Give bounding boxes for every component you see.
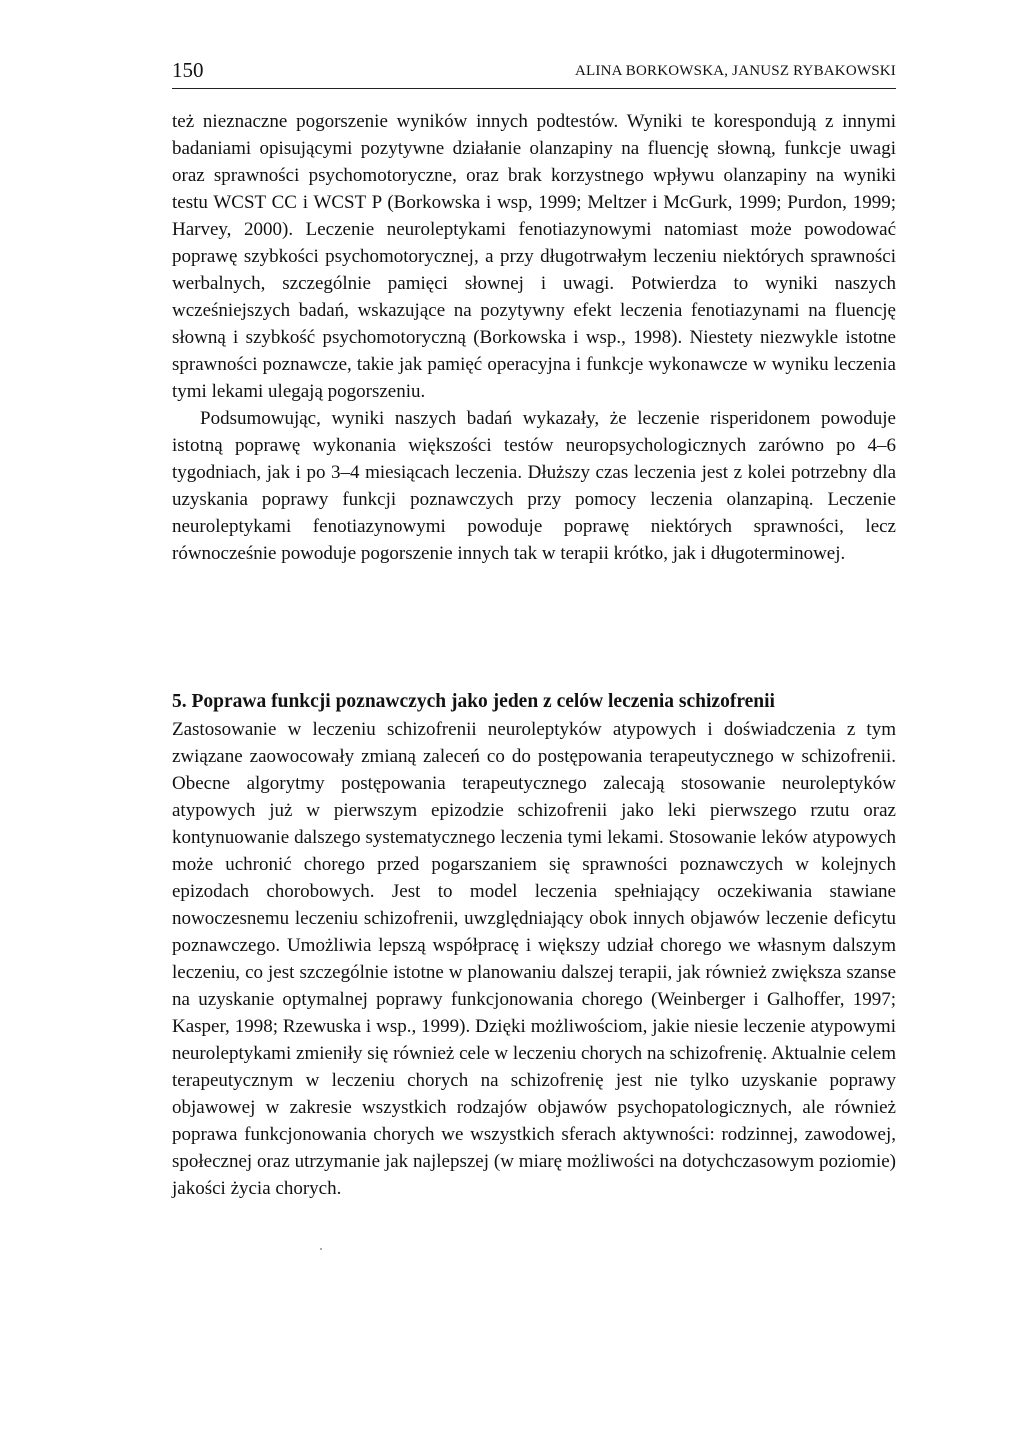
body-text-section-5 xyxy=(172,716,896,1202)
book-page xyxy=(172,0,896,1446)
body-text-upper xyxy=(172,108,896,567)
page-number: 150 xyxy=(172,58,204,82)
paragraph-summary: Podsumowując, wyniki naszych badań wykazały, że leczenie risperidonem powoduje istotną poprawę wykonania większości testów neuropsychologicznych zarówno po 4–6 tygodniach, jak i po 3–4 miesiącach leczenia. Dłuższy czas leczenia jest z kolei potrzebny dla uzyskania poprawy funkcji poznawczych przy pomocy leczenia olanzapiną. Leczenie neuroleptykami fenotiazynowymi powoduje poprawę niektórych sprawności, lecz równocześnie powoduje pogorszenie innych tak w terapii krótko, jak i długoterminowej. xyxy=(172,408,896,564)
section-paragraph: Zastosowanie w leczeniu schizofrenii neuroleptyków atypowych i doświadczenia z tym związane zaowocowały zmianą zaleceń co do postępowania terapeutycznego w schizofrenii. Obecne algorytmy postępowania terapeutycznego zalecają stosowanie neuroleptyków atypowych już w pierwszym epizodzie schizofrenii jako leki pierwszego rzutu oraz kontynuowanie dalszego systematycznego leczenia tymi lekami. Stosowanie leków atypowych może uchronić chorego przed pogarszaniem się sprawności poznawczych w kolejnych epizodach chorobowych. Jest to model leczenia spełniający oczekiwania stawiane nowoczesnemu leczeniu schizofrenii, uwzględniający obok innych objawów leczenie deficytu poznawczego. Umożliwia lepszą współpracę i większy udział chorego we własnym dalszym leczeniu, co jest szczególnie istotne w planowaniu dalszej terapii, jak również zwiększa szanse na uzyskanie optymalnej poprawy funkcjonowania chorego (Weinberger i Galhoffer, 1997; Kasper, 1998; Rzewuska i wsp., 1999). Dzięki możliwościom, jakie niesie leczenie atypowymi neuroleptykami zmieniły się również cele w leczeniu chorych na schizofrenię. Aktualnie celem terapeutycznym w leczeniu chorych na schizofrenię jest nie tylko uzyskanie poprawy objawowej w zakresie wszystkich rodzajów objawów psychopatologicznych, ale również poprawa funkcjonowania chorych we wszystkich sferach aktywności: rodzinnej, zawodowej, społecznej oraz utrzymanie jak najlepszej (w miarę możliwości na dotychczasowym poziomie) jakości życia chorych. xyxy=(172,719,896,1199)
scan-speck xyxy=(320,1248,322,1250)
paragraph-continued: też nieznaczne pogorszenie wyników innych podtestów. Wyniki te korespondują z innymi badaniami opisującymi pozytywne działanie olanzapiny na fluencję słowną, funkcje uwagi oraz sprawności psychomotoryczne, oraz brak korzystnego wpływu olanzapiny na wyniki testu WCST CC i WCST P (Borkowska i wsp, 1999; Meltzer i McGurk, 1999; Purdon, 1999; Harvey, 2000). Leczenie neuroleptykami fenotiazynowymi natomiast może powodować poprawę szybkości psychomotorycznej, a przy długotrwałym leczeniu niektórych sprawności werbalnych, szczególnie pamięci słownej i uwagi. Potwierdza to wyniki naszych wcześniejszych badań, wskazujące na pozytywny efekt leczenia fenotiazynami na fluencję słowną i szybkość psychomotoryczną (Borkowska i wsp., 1998). Niestety niezwykle istotne sprawności poznawcze, takie jak pamięć operacyjna i funkcje wykonawcze w wyniku leczenia tymi lekami ulegają pogorszeniu. xyxy=(172,111,896,402)
running-header xyxy=(172,52,896,89)
section-heading: 5. Poprawa funkcji poznawczych jako jeden z celów leczenia schizofrenii xyxy=(172,691,775,713)
running-header-authors: ALINA BORKOWSKA, JANUSZ RYBAKOWSKI xyxy=(575,63,896,79)
